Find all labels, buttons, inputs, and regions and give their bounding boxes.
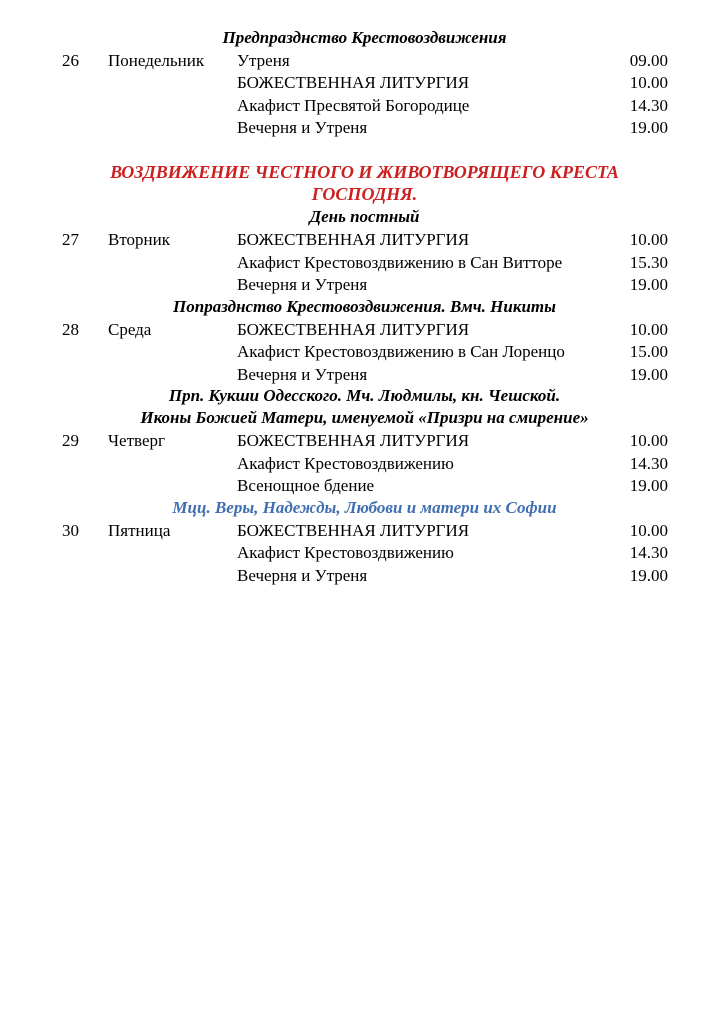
service-name: Вечерня и Утреня — [237, 365, 368, 384]
service-name: Вечерня и Утреня — [237, 566, 368, 585]
service-time: 19.00 — [629, 566, 668, 585]
service-name: Вечерня и Утреня — [237, 275, 368, 294]
service-name: Всенощное бдение — [237, 476, 375, 495]
service-name: Акафист Крестовоздвижению в Сан Лоренцо — [237, 342, 565, 361]
schedule-row — [0, 50, 723, 72]
service-name: Вечерня и Утреня — [237, 118, 368, 137]
schedule-row — [0, 453, 723, 475]
service-time: 15.30 — [629, 253, 668, 272]
service-name: БОЖЕСТВЕННАЯ ЛИТУРГИЯ — [237, 431, 470, 450]
service-name: БОЖЕСТВЕННАЯ ЛИТУРГИЯ — [237, 521, 470, 540]
schedule-row — [0, 72, 723, 94]
service-time: 10.00 — [629, 320, 668, 339]
schedule-row — [0, 252, 723, 274]
service-time: 15.00 — [629, 342, 668, 361]
schedule-row — [0, 117, 723, 139]
day-number: 30 — [62, 521, 79, 540]
service-time: 14.30 — [629, 454, 668, 473]
saints-heading-kuksha: Прп. Кукши Одесского. Мч. Людмилы, кн. Чешской. — [168, 386, 561, 405]
schedule-row — [0, 229, 723, 251]
schedule-row — [0, 95, 723, 117]
service-name: Акафист Крестовоздвижению — [237, 543, 454, 562]
schedule-row — [0, 475, 723, 497]
weekday: Пятница — [108, 521, 171, 540]
service-name: БОЖЕСТВЕННАЯ ЛИТУРГИЯ — [237, 230, 470, 249]
schedule-row — [0, 542, 723, 564]
weekday: Понедельник — [108, 51, 205, 70]
service-name: Акафист Крестовоздвижению в Сан Витторе — [237, 253, 563, 272]
feast-heading-forefeast: Предпразднство Крестовоздвижения — [222, 28, 507, 47]
feast-heading-afterfeast: Попразднство Крестовоздвижения. Вмч. Никиты — [173, 297, 556, 316]
service-time: 19.00 — [629, 275, 668, 294]
feast-heading-exaltation: ВОЗДВИЖЕНИЕ ЧЕСТНОГО И ЖИВОТВОРЯЩЕГО КРЕСТА — [110, 162, 619, 182]
service-name: БОЖЕСТВЕННАЯ ЛИТУРГИЯ — [237, 320, 470, 339]
service-time: 14.30 — [629, 96, 668, 115]
service-name: Акафист Пресвятой Богородице — [237, 96, 470, 115]
service-name: БОЖЕСТВЕННАЯ ЛИТУРГИЯ — [237, 73, 470, 92]
service-time: 10.00 — [629, 521, 668, 540]
service-time: 19.00 — [629, 476, 668, 495]
service-time: 10.00 — [629, 431, 668, 450]
service-name: Акафист Крестовоздвижению — [237, 454, 454, 473]
service-time: 19.00 — [629, 118, 668, 137]
service-name: Утреня — [237, 51, 290, 70]
day-number: 26 — [62, 51, 79, 70]
schedule-row — [0, 319, 723, 341]
feast-heading-exaltation-cont: ГОСПОДНЯ. — [311, 184, 418, 204]
schedule-row — [0, 520, 723, 542]
schedule-row — [0, 341, 723, 363]
schedule-row — [0, 274, 723, 296]
day-number: 28 — [62, 320, 79, 339]
service-time: 09.00 — [629, 51, 668, 70]
fast-day-note: День постный — [309, 207, 420, 226]
service-time: 10.00 — [629, 73, 668, 92]
icon-heading-prizri: Иконы Божией Матери, именуемой «Призри на смирение» — [140, 408, 589, 427]
schedule-row — [0, 364, 723, 386]
day-number: 29 — [62, 431, 79, 450]
schedule-row — [0, 565, 723, 587]
weekday: Среда — [108, 320, 152, 339]
saints-heading-faith-hope-love: Мцц. Веры, Надежды, Любови и матери их Софии — [172, 498, 557, 517]
weekday: Вторник — [108, 230, 170, 249]
day-number: 27 — [62, 230, 79, 249]
service-time: 10.00 — [629, 230, 668, 249]
schedule-row — [0, 430, 723, 452]
weekday: Четверг — [108, 431, 165, 450]
service-time: 19.00 — [629, 365, 668, 384]
service-time: 14.30 — [629, 543, 668, 562]
